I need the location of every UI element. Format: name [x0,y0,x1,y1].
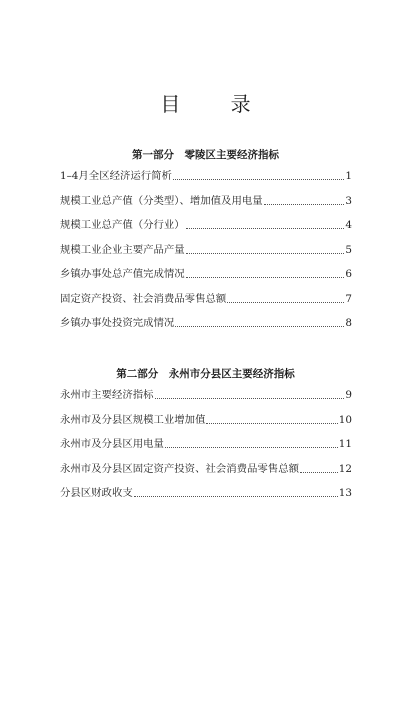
toc-entry-title: 永州市及分县区用电量 [60,438,164,450]
toc-entry[interactable] [60,311,352,336]
toc-entry-title: 乡镇办事处总产值完成情况 [60,268,185,280]
toc-entry-title: 分县区财政收支 [60,487,133,499]
toc-entry-page: 11 [338,438,352,450]
toc-entry-title: 永州市主要经济指标 [60,389,154,401]
toc-entry-title: 规模工业总产值（分行业） [60,219,185,231]
dot-leader [175,325,344,327]
toc-entry[interactable] [60,262,352,287]
section-heading-part-1: 第一部分 零陵区主要经济指标 [132,149,279,161]
toc-entry-page: 1 [345,170,352,182]
toc-entry-title: 永州市及分县区固定资产投资、社会消费品零售总额 [60,462,299,475]
toc-entry[interactable] [60,238,352,263]
dot-leader [186,227,345,229]
toc-entry-page: 4 [345,219,352,231]
toc-entry-page: 13 [338,487,352,499]
toc-list-part-1 [60,164,352,336]
dot-leader [155,397,345,399]
toc-entry[interactable] [60,408,352,433]
toc-entry-page: 5 [345,243,352,256]
toc-entry[interactable] [60,189,352,214]
dot-leader [134,495,338,497]
dot-leader [173,178,344,180]
toc-entry-title: 规模工业企业主要产品产量 [60,243,185,256]
dot-leader [264,203,345,205]
dot-leader [227,301,344,303]
toc-entry-page: 9 [345,389,352,401]
dot-leader [165,446,338,448]
toc-entry-title: 永州市及分县区规模工业增加值 [60,413,206,426]
toc-entry-title: 规模工业总产值（分类型）、增加值及用电量 [60,194,263,207]
toc-entry[interactable] [60,164,352,189]
dot-leader [300,471,338,473]
toc-entry[interactable] [60,457,352,482]
toc-entry[interactable] [60,213,352,238]
dot-leader [186,252,345,254]
toc-entry-title: 1–4月全区经济运行简析 [60,170,172,182]
toc-entry[interactable] [60,481,352,506]
toc-entry-page: 12 [338,462,352,475]
toc-entry-page: 3 [345,194,352,207]
page-title: 目 录 [160,92,273,116]
section-heading-part-2: 第二部分 永州市分县区主要经济指标 [116,368,295,380]
toc-entry-title: 固定资产投资、社会消费品零售总额 [60,292,227,305]
toc-entry-page: 7 [345,292,352,305]
toc-entry-page: 8 [345,317,352,329]
toc-entry[interactable] [60,287,352,312]
dot-leader [186,276,345,278]
toc-entry[interactable] [60,383,352,408]
toc-entry-page: 6 [345,268,352,280]
toc-list-part-2 [60,383,352,506]
dot-leader [206,422,337,424]
toc-entry-title: 乡镇办事处投资完成情况 [60,317,175,329]
toc-entry-page: 10 [338,413,352,426]
toc-entry[interactable] [60,432,352,457]
